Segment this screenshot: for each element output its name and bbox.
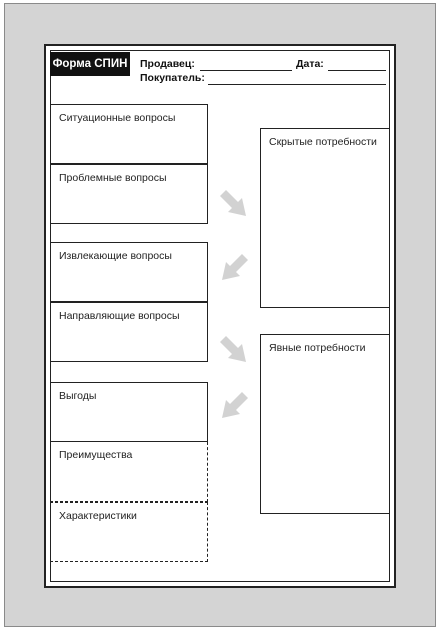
date-label: Дата: (296, 58, 324, 70)
implied-needs-label: Скрытые потребности (269, 136, 377, 148)
arrow-down-left-icon (216, 250, 252, 286)
situational-questions-label: Ситуационные вопросы (59, 112, 176, 124)
features-label: Характеристики (59, 510, 137, 522)
features-box[interactable] (50, 502, 208, 562)
problem-questions-box[interactable] (50, 164, 208, 224)
date-field[interactable] (328, 70, 386, 71)
benefits-label: Выгоды (59, 390, 97, 402)
seller-label: Продавец: (140, 58, 195, 70)
need-payoff-questions-box[interactable] (50, 302, 208, 362)
buyer-field[interactable] (208, 84, 386, 85)
arrow-down-right-icon (216, 332, 252, 368)
explicit-needs-label: Явные потребности (269, 342, 366, 354)
advantages-label: Преимущества (59, 449, 133, 461)
problem-questions-label: Проблемные вопросы (59, 172, 167, 184)
advantages-box[interactable] (50, 442, 208, 502)
seller-field[interactable] (200, 70, 292, 71)
spin-form-sheet (44, 44, 396, 588)
explicit-needs-box[interactable] (260, 334, 390, 514)
benefits-box[interactable] (50, 382, 208, 442)
implication-questions-box[interactable] (50, 242, 208, 302)
arrow-down-right-icon (216, 186, 252, 222)
situational-questions-box[interactable] (50, 104, 208, 164)
need-payoff-questions-label: Направляющие вопросы (59, 310, 180, 322)
buyer-label: Покупатель: (140, 72, 205, 84)
implication-questions-label: Извлекающие вопросы (59, 250, 172, 262)
arrow-down-left-icon (216, 388, 252, 424)
implied-needs-box[interactable] (260, 128, 390, 308)
form-title: Форма СПИН (50, 52, 130, 76)
